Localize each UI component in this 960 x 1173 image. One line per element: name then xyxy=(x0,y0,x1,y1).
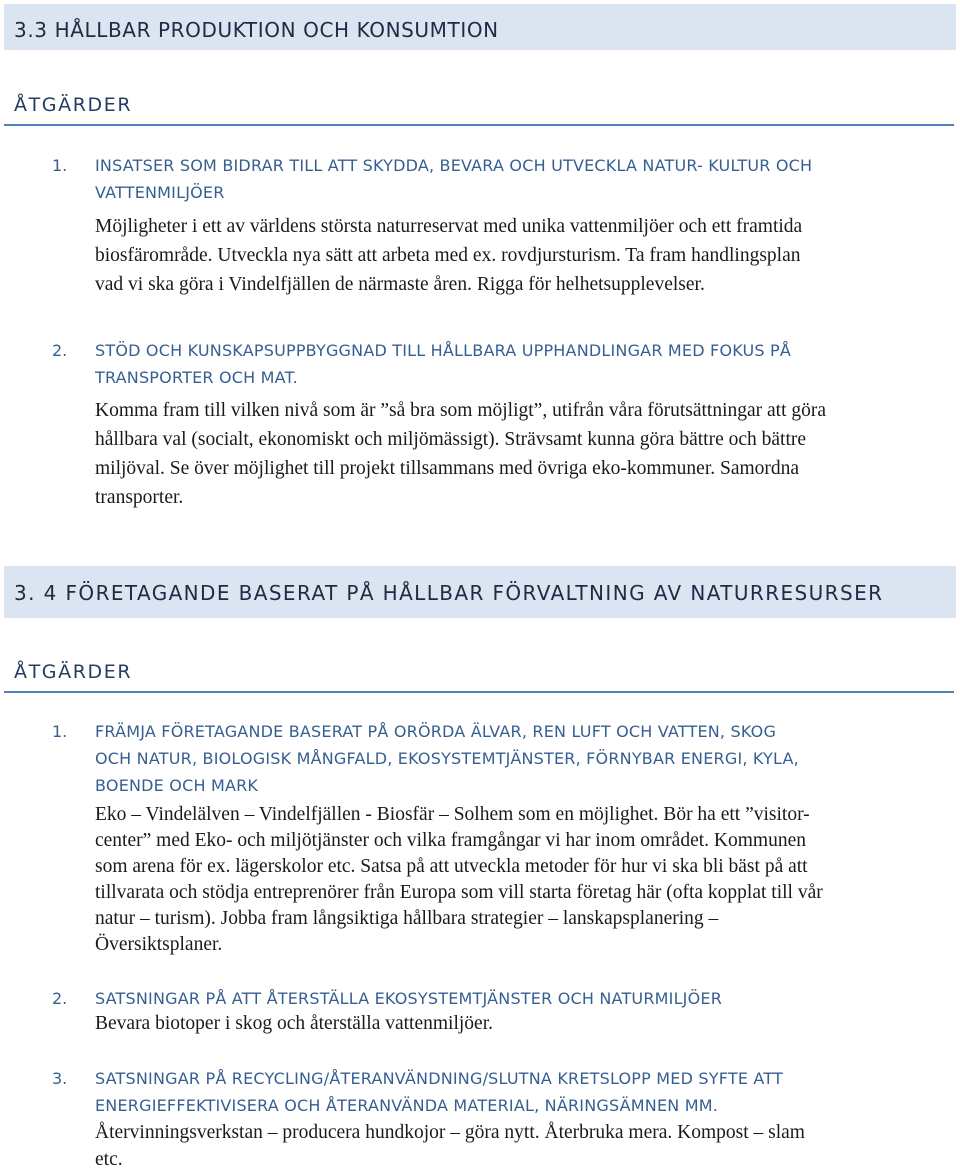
action-title-line: SATSNINGAR PÅ RECYCLING/ÅTERANVÄNDNING/SLUTNA KRETSLOPP MED SYFTE ATT xyxy=(95,1069,783,1088)
action-title xyxy=(95,1065,945,1119)
action-title-line: OCH NATUR, BIOLOGISK MÅNGFALD, EKOSYSTEMTJÄNSTER, FÖRNYBAR ENERGI, KYLA, xyxy=(95,749,799,768)
action-title-line: STÖD OCH KUNSKAPSUPPBYGGNAD TILL HÅLLBARA UPPHANDLINGAR MED FOKUS PÅ xyxy=(95,341,792,360)
section-heading: 3. 4 FÖRETAGANDE BASERAT PÅ HÅLLBAR FÖRVALTNING AV NATURRESURSER xyxy=(14,581,884,605)
action-description xyxy=(95,396,940,512)
description-line: hållbara val (socialt, ekonomiskt och miljömässigt). Strävsamt kunna göra bättre och bättre xyxy=(95,429,807,450)
action-title xyxy=(95,718,945,799)
description-line: etc. xyxy=(95,1149,123,1170)
action-title-line: SATSNINGAR PÅ ATT ÅTERSTÄLLA EKOSYSTEMTJÄNSTER OCH NATURMILJÖER xyxy=(95,989,723,1008)
description-line: transporter. xyxy=(95,487,184,508)
action-number: 3. xyxy=(52,1069,68,1088)
description-line: som arena för ex. lägerskolor etc. Satsa på att utveckla metoder för hur vi ska bli bäst på att xyxy=(95,856,808,877)
description-line: miljöval. Se över möjlighet till projekt tillsammans med övriga eko-kommuner. Samordna xyxy=(95,458,800,479)
actions-subheading-label: ÅTGÄRDER xyxy=(14,661,133,683)
action-description xyxy=(95,1011,940,1037)
actions-subheading xyxy=(4,661,954,693)
section-heading: 3.3 HÅLLBAR PRODUKTION OCH KONSUMTION xyxy=(14,18,499,42)
action-title xyxy=(95,152,945,206)
action-number: 2. xyxy=(52,989,68,1008)
action-title-line: VATTENMILJÖER xyxy=(95,183,225,202)
description-line: tillvarata och stödja entreprenörer från Europa som vill starta företag här (ofta kopplat till vår xyxy=(95,882,823,903)
description-line: Återvinningsverkstan – producera hundkojor – göra nytt. Återbruka mera. Kompost – slam xyxy=(95,1122,805,1143)
action-description xyxy=(95,212,940,299)
description-line: Möjligheter i ett av världens största naturreservat med unika vattenmiljöer och ett framtida xyxy=(95,216,803,237)
description-line: Bevara biotoper i skog och återställa vattenmiljöer. xyxy=(95,1013,493,1034)
description-line: natur – turism). Jobba fram långsiktiga hållbara strategier – lanskapsplanering – xyxy=(95,908,719,929)
actions-subheading-label: ÅTGÄRDER xyxy=(14,94,133,116)
section-heading-band xyxy=(4,4,956,50)
action-title-line: INSATSER SOM BIDRAR TILL ATT SKYDDA, BEVARA OCH UTVECKLA NATUR- KULTUR OCH xyxy=(95,156,813,175)
action-title xyxy=(95,337,945,391)
description-line: vad vi ska göra i Vindelfjällen de närmaste åren. Rigga för helhetsupplevelser. xyxy=(95,274,705,295)
section-heading-band xyxy=(4,566,956,618)
action-number: 1. xyxy=(52,156,68,175)
description-line: Komma fram till vilken nivå som är ”så bra som möjligt”, utifrån våra förutsättningar att göra xyxy=(95,400,827,421)
action-number: 1. xyxy=(52,722,68,741)
description-line: center” med Eko- och miljötjänster och vilka framgångar vi har inom området. Kommunen xyxy=(95,830,806,851)
action-title xyxy=(95,985,945,1012)
action-description xyxy=(95,1119,940,1173)
action-title-line: ENERGIEFFEKTIVISERA OCH ÅTERANVÄNDA MATERIAL, NÄRINGSÄMNEN MM. xyxy=(95,1096,719,1115)
action-description xyxy=(95,802,940,958)
action-title-line: TRANSPORTER OCH MAT. xyxy=(95,368,298,387)
description-line: biosfärområde. Utveckla nya sätt att arbeta med ex. rovdjursturism. Ta fram handlingsplan xyxy=(95,245,801,266)
actions-subheading xyxy=(4,94,954,126)
description-line: Översiktsplaner. xyxy=(95,934,223,955)
action-title-line: FRÄMJA FÖRETAGANDE BASERAT PÅ ORÖRDA ÄLVAR, REN LUFT OCH VATTEN, SKOG xyxy=(95,722,777,741)
description-line: Eko – Vindelälven – Vindelfjällen - Biosfär – Solhem som en möjlighet. Bör ha ett ”visitor- xyxy=(95,804,810,825)
action-number: 2. xyxy=(52,341,68,360)
action-title-line: BOENDE OCH MARK xyxy=(95,776,259,795)
